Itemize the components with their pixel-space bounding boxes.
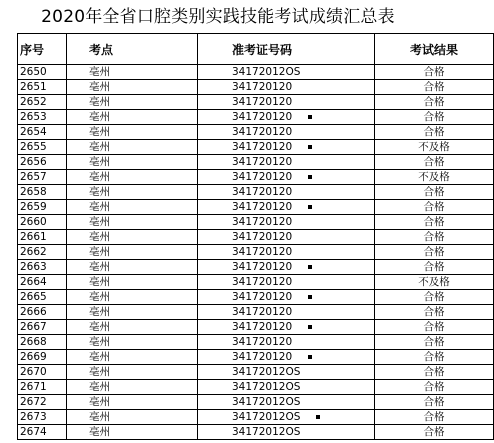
- row-exam-id-text: 341720120: [232, 96, 293, 108]
- row-site: [67, 110, 198, 125]
- row-exam-id: [198, 395, 375, 410]
- row-seq-text: 2665: [20, 291, 47, 303]
- row-exam-id-text: 34172012OS: [232, 426, 301, 438]
- row-result-text: 不及格: [418, 276, 450, 288]
- row-result-text: 合格: [423, 156, 445, 168]
- header-seq: 序号: [18, 34, 67, 65]
- row-exam-id-text: 341720120: [232, 336, 293, 348]
- row-result-text: 合格: [423, 396, 445, 408]
- row-result: [375, 320, 494, 335]
- row-seq: [18, 230, 67, 245]
- row-site: [67, 320, 198, 335]
- row-site: [67, 395, 198, 410]
- row-seq-text: 2655: [20, 141, 47, 153]
- row-seq: [18, 95, 67, 110]
- row-seq: [18, 140, 67, 155]
- row-site-text: 亳州: [89, 246, 110, 258]
- row-exam-id-text: 341720120: [232, 216, 293, 228]
- row-exam-id-text: 341720120: [232, 276, 293, 288]
- row-exam-id-text: 34172012OS: [232, 381, 301, 393]
- row-site: [67, 95, 198, 110]
- row-exam-id-text: 341720120: [232, 171, 293, 183]
- row-site-text: 亳州: [89, 381, 110, 393]
- row-seq: [18, 320, 67, 335]
- row-result: [375, 170, 494, 185]
- redaction-mark-icon: [308, 295, 312, 299]
- row-exam-id: [198, 155, 375, 170]
- row-result: [375, 95, 494, 110]
- row-seq: [18, 290, 67, 305]
- row-site-text: 亳州: [89, 81, 110, 93]
- row-exam-id-text: 341720120: [232, 306, 293, 318]
- row-exam-id-text: 341720120: [232, 126, 293, 138]
- row-site-text: 亳州: [89, 126, 110, 138]
- row-site-text: 亳州: [89, 366, 110, 378]
- row-result: [375, 395, 494, 410]
- row-site-text: 亳州: [89, 276, 110, 288]
- row-result: [375, 110, 494, 125]
- row-seq: [18, 275, 67, 290]
- table-row: [18, 65, 494, 80]
- row-site-text: 亳州: [89, 141, 110, 153]
- row-seq: [18, 380, 67, 395]
- row-result-text: 合格: [423, 111, 445, 123]
- row-exam-id-text: 341720120: [232, 321, 293, 333]
- row-exam-id: [198, 110, 375, 125]
- row-site: [67, 185, 198, 200]
- row-result: [375, 335, 494, 350]
- row-exam-id: [198, 260, 375, 275]
- row-seq: [18, 305, 67, 320]
- row-site-text: 亳州: [89, 186, 110, 198]
- row-result: [375, 155, 494, 170]
- row-result: [375, 275, 494, 290]
- row-result: [375, 365, 494, 380]
- table-row: [18, 200, 494, 215]
- row-site-text: 亳州: [89, 171, 110, 183]
- row-exam-id: [198, 215, 375, 230]
- row-exam-id-text: 34172012OS: [232, 366, 301, 378]
- row-site: [67, 275, 198, 290]
- row-seq-text: 2657: [20, 171, 47, 183]
- row-result: [375, 245, 494, 260]
- row-exam-id: [198, 350, 375, 365]
- table-row: [18, 290, 494, 305]
- row-seq: [18, 80, 67, 95]
- row-seq-text: 2659: [20, 201, 47, 213]
- row-exam-id-text: 341720120: [232, 156, 293, 168]
- row-seq-text: 2666: [20, 306, 47, 318]
- table-row: [18, 365, 494, 380]
- row-site: [67, 410, 198, 425]
- row-site-text: 亳州: [89, 156, 110, 168]
- row-site-text: 亳州: [89, 336, 110, 348]
- row-result: [375, 215, 494, 230]
- row-result-text: 合格: [423, 81, 445, 93]
- table-row: [18, 230, 494, 245]
- table-row: [18, 95, 494, 110]
- row-site: [67, 215, 198, 230]
- redaction-mark-icon: [308, 145, 312, 149]
- table-row: [18, 170, 494, 185]
- row-exam-id-text: 341720120: [232, 231, 293, 243]
- row-exam-id-text: 341720120: [232, 141, 293, 153]
- row-site-text: 亳州: [89, 321, 110, 333]
- row-site: [67, 350, 198, 365]
- row-exam-id: [198, 95, 375, 110]
- table-row: [18, 335, 494, 350]
- row-site: [67, 290, 198, 305]
- row-seq-text: 2660: [20, 216, 47, 228]
- row-result-text: 合格: [423, 366, 445, 378]
- row-result-text: 合格: [423, 291, 445, 303]
- row-exam-id: [198, 320, 375, 335]
- row-site: [67, 140, 198, 155]
- score-table: [17, 33, 494, 440]
- row-result-text: 合格: [423, 96, 445, 108]
- row-seq-text: 2658: [20, 186, 47, 198]
- row-exam-id: [198, 140, 375, 155]
- row-seq: [18, 335, 67, 350]
- row-site-text: 亳州: [89, 111, 110, 123]
- table-row: [18, 80, 494, 95]
- row-site-text: 亳州: [89, 426, 110, 438]
- row-exam-id: [198, 65, 375, 80]
- row-result: [375, 305, 494, 320]
- row-site-text: 亳州: [89, 66, 110, 78]
- row-exam-id: [198, 305, 375, 320]
- row-exam-id: [198, 200, 375, 215]
- redaction-mark-icon: [308, 175, 312, 179]
- row-site-text: 亳州: [89, 291, 110, 303]
- redaction-mark-icon: [308, 115, 312, 119]
- row-seq-text: 2663: [20, 261, 47, 273]
- row-seq-text: 2669: [20, 351, 47, 363]
- row-site: [67, 245, 198, 260]
- row-exam-id-text: 34172012OS: [232, 396, 301, 408]
- row-site: [67, 65, 198, 80]
- row-result: [375, 125, 494, 140]
- row-site: [67, 260, 198, 275]
- header-result: 考试结果: [375, 34, 494, 65]
- row-exam-id: [198, 185, 375, 200]
- row-result: [375, 380, 494, 395]
- row-exam-id-text: 341720120: [232, 111, 293, 123]
- row-result-text: 合格: [423, 426, 445, 438]
- row-exam-id-text: 34172012OS: [232, 411, 301, 423]
- row-exam-id: [198, 410, 375, 425]
- row-seq-text: 2651: [20, 81, 47, 93]
- row-seq-text: 2656: [20, 156, 47, 168]
- row-result-text: 合格: [423, 336, 445, 348]
- row-exam-id-text: 341720120: [232, 201, 293, 213]
- row-result-text: 合格: [423, 216, 445, 228]
- row-site: [67, 230, 198, 245]
- row-seq-text: 2652: [20, 96, 47, 108]
- row-result-text: 不及格: [418, 171, 450, 183]
- row-exam-id: [198, 425, 375, 440]
- row-site: [67, 170, 198, 185]
- redaction-mark-icon: [308, 325, 312, 329]
- row-exam-id-text: 34172012OS: [232, 66, 301, 78]
- row-site-text: 亳州: [89, 306, 110, 318]
- row-seq: [18, 365, 67, 380]
- row-exam-id-text: 341720120: [232, 351, 293, 363]
- row-result-text: 合格: [423, 321, 445, 333]
- row-exam-id: [198, 275, 375, 290]
- row-site-text: 亳州: [89, 231, 110, 243]
- row-exam-id: [198, 380, 375, 395]
- table-row: [18, 155, 494, 170]
- row-site-text: 亳州: [89, 396, 110, 408]
- row-seq-text: 2653: [20, 111, 47, 123]
- row-seq-text: 2662: [20, 246, 47, 258]
- row-seq-text: 2667: [20, 321, 47, 333]
- row-exam-id-text: 341720120: [232, 291, 293, 303]
- row-result-text: 合格: [423, 126, 445, 138]
- row-result-text: 合格: [423, 66, 445, 78]
- row-seq-text: 2673: [20, 411, 47, 423]
- table-row: [18, 320, 494, 335]
- table-row: [18, 215, 494, 230]
- row-result: [375, 350, 494, 365]
- table-row: [18, 380, 494, 395]
- row-site-text: 亳州: [89, 216, 110, 228]
- row-result-text: 合格: [423, 351, 445, 363]
- row-seq: [18, 350, 67, 365]
- row-site-text: 亳州: [89, 201, 110, 213]
- row-result-text: 不及格: [418, 141, 450, 153]
- row-result: [375, 140, 494, 155]
- table-body: [18, 65, 494, 440]
- row-result: [375, 290, 494, 305]
- row-site: [67, 380, 198, 395]
- row-seq-text: 2670: [20, 366, 47, 378]
- row-result: [375, 425, 494, 440]
- table-row: [18, 125, 494, 140]
- table-row: [18, 185, 494, 200]
- header-site: 考点: [67, 34, 198, 65]
- table-row: [18, 425, 494, 440]
- row-seq: [18, 110, 67, 125]
- row-seq: [18, 260, 67, 275]
- row-seq-text: 2654: [20, 126, 47, 138]
- row-seq: [18, 215, 67, 230]
- table-row: [18, 275, 494, 290]
- row-seq: [18, 200, 67, 215]
- row-seq: [18, 245, 67, 260]
- row-seq: [18, 185, 67, 200]
- row-result: [375, 260, 494, 275]
- row-seq-text: 2668: [20, 336, 47, 348]
- redaction-mark-icon: [316, 415, 320, 419]
- redaction-mark-icon: [308, 355, 312, 359]
- row-seq: [18, 155, 67, 170]
- row-seq-text: 2674: [20, 426, 47, 438]
- row-seq: [18, 65, 67, 80]
- table-row: [18, 350, 494, 365]
- row-exam-id-text: 341720120: [232, 246, 293, 258]
- row-exam-id-text: 341720120: [232, 81, 293, 93]
- row-seq-text: 2650: [20, 66, 47, 78]
- row-site-text: 亳州: [89, 261, 110, 273]
- row-exam-id: [198, 245, 375, 260]
- row-site: [67, 365, 198, 380]
- row-seq: [18, 425, 67, 440]
- row-site: [67, 155, 198, 170]
- row-result-text: 合格: [423, 186, 445, 198]
- row-result: [375, 80, 494, 95]
- row-result-text: 合格: [423, 411, 445, 423]
- row-exam-id: [198, 170, 375, 185]
- table-row: [18, 140, 494, 155]
- row-seq: [18, 170, 67, 185]
- row-site-text: 亳州: [89, 411, 110, 423]
- row-exam-id: [198, 335, 375, 350]
- row-exam-id: [198, 125, 375, 140]
- row-site: [67, 200, 198, 215]
- table-row: [18, 395, 494, 410]
- row-site-text: 亳州: [89, 96, 110, 108]
- table-row: [18, 305, 494, 320]
- row-exam-id: [198, 365, 375, 380]
- row-result-text: 合格: [423, 246, 445, 258]
- page-title: 2020年全省口腔类别实践技能考试成绩汇总表: [41, 7, 395, 27]
- row-result-text: 合格: [423, 231, 445, 243]
- row-exam-id-text: 341720120: [232, 261, 293, 273]
- row-site-text: 亳州: [89, 351, 110, 363]
- row-seq-text: 2671: [20, 381, 47, 393]
- header-row: [18, 34, 494, 65]
- table-row: [18, 110, 494, 125]
- row-site: [67, 125, 198, 140]
- row-site: [67, 335, 198, 350]
- row-exam-id: [198, 290, 375, 305]
- row-exam-id: [198, 80, 375, 95]
- row-site: [67, 425, 198, 440]
- redaction-mark-icon: [308, 265, 312, 269]
- row-seq: [18, 410, 67, 425]
- row-result: [375, 185, 494, 200]
- row-seq-text: 2661: [20, 231, 47, 243]
- row-exam-id-text: 341720120: [232, 186, 293, 198]
- row-seq: [18, 395, 67, 410]
- table-row: [18, 260, 494, 275]
- redaction-mark-icon: [308, 205, 312, 209]
- row-result: [375, 65, 494, 80]
- row-result-text: 合格: [423, 381, 445, 393]
- row-exam-id: [198, 230, 375, 245]
- row-result-text: 合格: [423, 201, 445, 213]
- row-seq-text: 2672: [20, 396, 47, 408]
- row-result: [375, 200, 494, 215]
- row-result: [375, 410, 494, 425]
- table-row: [18, 245, 494, 260]
- row-seq: [18, 125, 67, 140]
- row-result: [375, 230, 494, 245]
- header-exam-id: 准考证号码: [198, 34, 375, 65]
- row-result-text: 合格: [423, 261, 445, 273]
- row-site: [67, 80, 198, 95]
- row-result-text: 合格: [423, 306, 445, 318]
- row-seq-text: 2664: [20, 276, 47, 288]
- table-row: [18, 410, 494, 425]
- row-site: [67, 305, 198, 320]
